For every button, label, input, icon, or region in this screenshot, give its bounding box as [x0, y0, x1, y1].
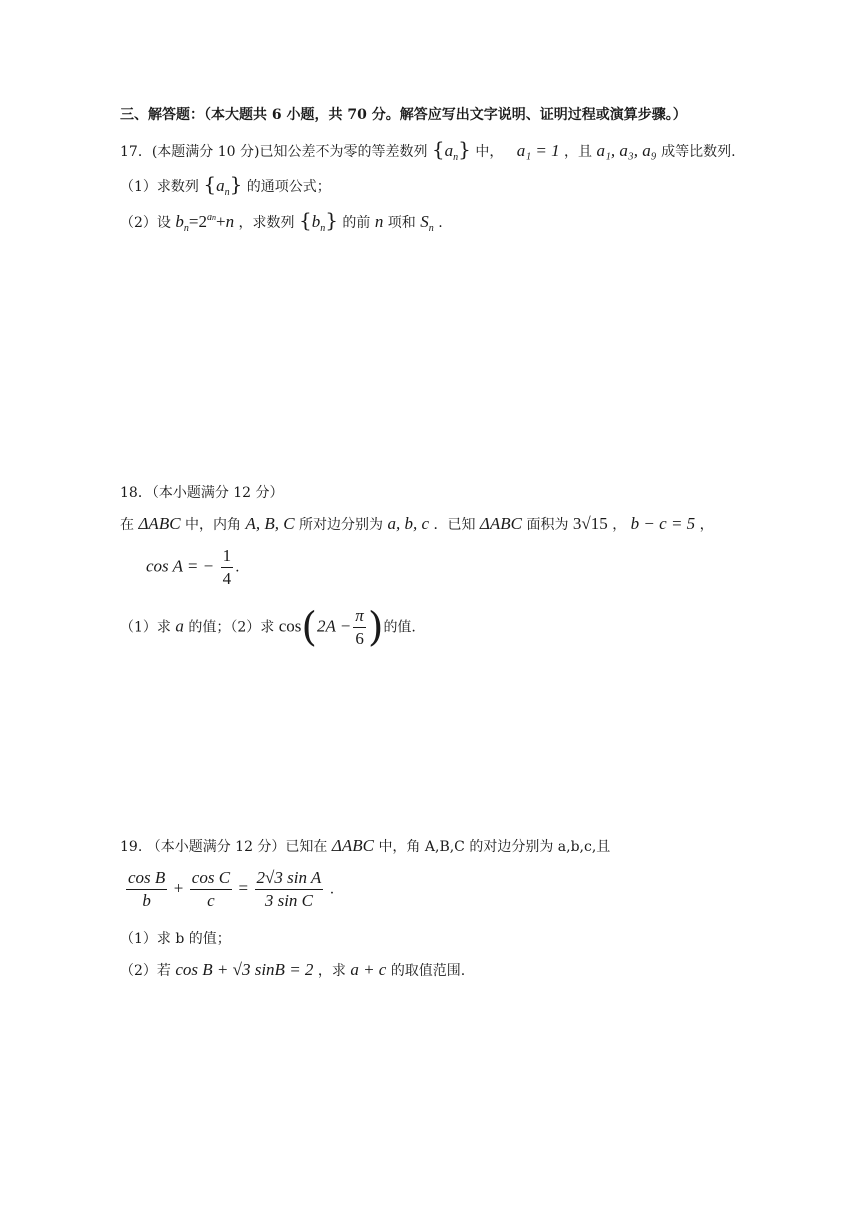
q17-mid2: ，且 — [564, 144, 593, 160]
q17-part1: （1）求数列 $\{a_n\}$ 的通项公式； — [120, 172, 331, 198]
q19-p2-mid: ，求 — [317, 963, 346, 979]
q19-f3-den: 3 sin C — [264, 891, 314, 910]
q17-terms: a₁, a₃, a₉ — [596, 141, 657, 160]
q18-cosA-den: 4 — [222, 569, 232, 588]
q18-parts: （1）求 a 的值；（2）求 cos(2A − $\frac{\pi}{6}$ )的值. — [120, 604, 416, 651]
q19-triangle: ΔABC — [331, 836, 374, 855]
q19-f2-den: c — [207, 891, 215, 910]
q18-p-arg: 2A − — [316, 616, 352, 636]
q17-p2-mid: ，求数列 — [238, 215, 295, 231]
q18-cosA-lhs: cos A = − — [146, 556, 215, 576]
q18-l1-g: ， — [699, 517, 714, 533]
q19-part2 — [120, 960, 465, 980]
q18-l1-f: ， — [612, 517, 627, 533]
q17-p1-post: 的通项公式； — [246, 179, 331, 195]
q17-mid1: 中， — [475, 144, 504, 160]
q17-p2-mid2: 的前 — [342, 215, 371, 231]
q19-frac-2 — [190, 868, 232, 911]
q17-p2-mid3: 项和 — [387, 215, 416, 231]
q18-cosA-frac — [221, 546, 234, 589]
section-heading: 三、解答题：（本大题共 6 小题，共 70 分。解答应写出文字说明、证明过程或演算步骤。） — [120, 107, 687, 123]
q18-cosA-num: 1 — [221, 546, 234, 568]
q18-l1-c: 所对边分别为 — [299, 517, 384, 533]
q19-dot: . — [329, 881, 335, 898]
q17-a1: a₁ = 1 — [516, 141, 560, 160]
q19-eq: = — [238, 878, 249, 898]
q17-stem: 17．(本题满分 10 分)已知公差不为零的等差数列 $\{a_n\}$ 中， a₁ = 1 ，且 a₁, a₃, a₉ 成等比数列. — [120, 137, 736, 163]
q18-pi-frac — [353, 606, 366, 649]
q19-part1: （1）求 b 的值； — [120, 931, 231, 947]
q17-p2-pre: （2）设 — [120, 215, 171, 231]
q18-l1-d: ．已知 — [433, 517, 476, 533]
q19-p2-ac: a + c — [350, 960, 387, 979]
q19-frac-3 — [255, 868, 324, 911]
q19-intro: 19. （本小题满分 12 分）已知在 — [120, 839, 328, 855]
q17-tail: 成等比数列. — [661, 144, 736, 160]
q18-sides: a, b, c — [387, 514, 430, 533]
q18-p-mid: 的值；（2）求 — [188, 619, 275, 636]
q19-f1-num: cos B — [126, 868, 167, 890]
q18-stem — [120, 514, 714, 534]
q19-p2-post: 的取值范围. — [390, 963, 466, 979]
q19-p2-pre: （2）若 — [120, 963, 171, 979]
q18-l1-e: 面积为 — [526, 517, 569, 533]
q19-plus: + — [173, 878, 184, 898]
q19-stem — [120, 836, 610, 856]
q18-p-cos: cos — [278, 616, 302, 636]
q18-p-post: 的值. — [383, 619, 416, 636]
q17-p1-pre: （1）求数列 — [120, 179, 199, 195]
q18-l1-b: 中，内角 — [185, 517, 241, 533]
q18-b-minus-c: b − c = 5 — [630, 514, 696, 533]
q18-six: 6 — [355, 629, 364, 648]
q19-frac-1 — [126, 868, 167, 911]
q18-triangle-2: ΔABC — [479, 514, 523, 533]
q17-part2: （2）设 $b_n=2^{an}+n$ ，求数列 $\{b_n\}$ 的前 n 项和 $S_n$ . — [120, 208, 443, 234]
q18-pi: π — [353, 606, 366, 628]
q18-title: 18．（本小题满分 12 分） — [120, 485, 284, 501]
q18-cosA: cos A = − $\frac{1}{4}$ . — [146, 546, 240, 588]
q17-intro: 17．(本题满分 10 分)已知公差不为零的等差数列 — [120, 144, 428, 160]
q17-p2-n: n — [374, 212, 384, 231]
q19-f3-num: 2√3 sin A — [255, 868, 324, 890]
q19-intro2: 中，角 A,B,C 的对边分别为 a,b,c,且 — [378, 839, 611, 855]
q18-p-pre: （1）求 — [120, 619, 171, 636]
q19-equation — [124, 868, 334, 911]
q18-triangle: ΔABC — [138, 514, 181, 533]
q18-p-a: a — [175, 616, 184, 636]
q19-f2-num: cos C — [190, 868, 232, 890]
q18-l1-a: 在 — [120, 517, 134, 533]
q18-angles: A, B, C — [245, 514, 295, 533]
q19-f1-den: b — [142, 891, 151, 910]
q19-p2-expr: cos B + √3 sinB = 2 — [175, 960, 314, 979]
q17-p2-end: . — [438, 215, 443, 231]
q18-area: 3√15 — [572, 514, 608, 533]
